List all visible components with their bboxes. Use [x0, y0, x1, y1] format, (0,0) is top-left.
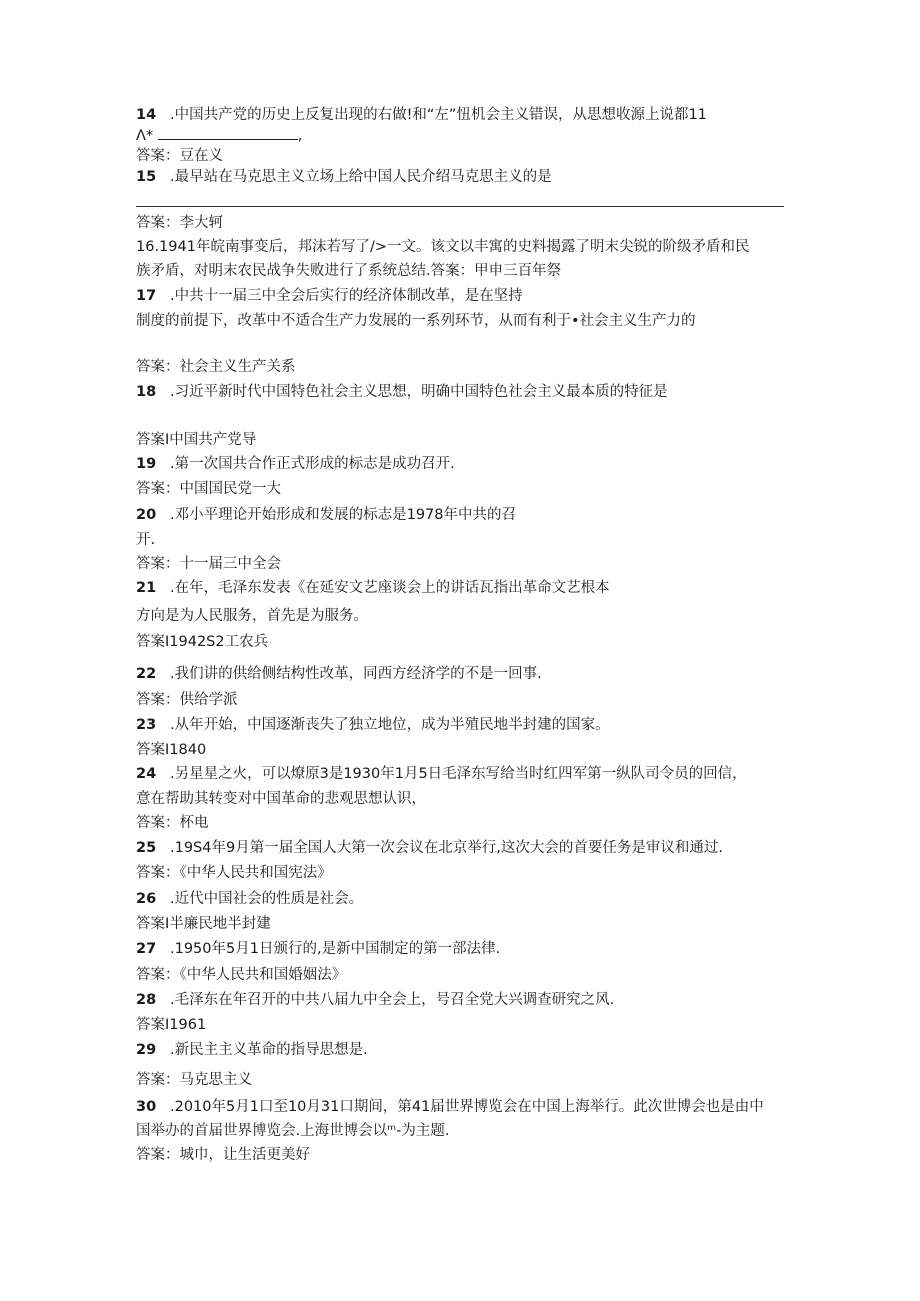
question-24-line-2: 意在帮助其转变对中国革命的悲观思想认识，: [136, 791, 426, 807]
answer-14: 答案：豆在义: [136, 148, 223, 164]
question-text: .2010年5月1口至10月31口期间，第41届世界博览会在中国上海举行。此次世博会也是由中: [170, 1099, 764, 1115]
question-text: .19S4年9月第一届全国人大第一次会议在北京举行,这次大会的首要任务是审议和通过.: [170, 840, 723, 856]
question-21-line-2: 方向是为人民服务，首先是为服务。: [136, 608, 368, 624]
question-number: 28: [136, 992, 157, 1008]
question-text: .1950年5月1日颁行的,是新中国制定的第一部法律.: [170, 941, 501, 957]
question-30-line-2: 国举办的首届世界博览会.上海世博会以ᵐ-为主题.: [136, 1123, 450, 1139]
answer-29: 答案：马克思主义: [136, 1072, 252, 1088]
question-text: .我们讲的供给侧结构性改革，同西方经济学的不是一回事.: [170, 666, 542, 682]
answer-25: 答案：《中华人民共和国宪法》: [136, 865, 332, 881]
question-18: [136, 382, 668, 402]
question-17-line-1: [136, 286, 523, 306]
question-number: 24: [136, 766, 157, 782]
answer-30: 答案：城巾，让生活更美好: [136, 1147, 310, 1163]
question-text: .第一次国共合作正式形成的标志是成功召开.: [170, 456, 455, 472]
answer-27: 答案：《中华人民共和国婚姻法》: [136, 967, 347, 983]
question-16-line-1: 16.1941年皖南事变后，邦沫若写了/>一文。该文以丰寓的史料揭露了明末尖锐的阶级矛盾和民: [136, 239, 750, 255]
question-number: 18: [136, 384, 157, 400]
fill-in-blank: [158, 127, 298, 140]
question-24-line-1: [136, 764, 747, 784]
answer-22: 答案：供给学派: [136, 692, 238, 708]
question-17-line-2: 制度的前提下，改革中不适合生产力发展的一系列环节，从而有利于•社会主义生产力的: [136, 313, 696, 329]
question-number: 30: [136, 1099, 157, 1115]
question-23: [136, 715, 610, 735]
question-14-line-1: [136, 105, 707, 125]
question-text: .毛泽东在年召开的中共八届九中全会上，号召全党大兴调查研究之风.: [170, 992, 615, 1008]
question-19: [136, 454, 455, 474]
question-28: [136, 990, 614, 1010]
fill-in-rule: [136, 206, 784, 207]
answer-20: 答案：十一届三中全会: [136, 556, 281, 572]
question-22: [136, 664, 542, 684]
question-number: 27: [136, 941, 157, 957]
question-number: 15: [136, 169, 157, 185]
question-27: [136, 939, 500, 959]
question-14-line-2: [136, 126, 302, 146]
blank-punctuation: ,: [297, 128, 303, 144]
question-text: .近代中国社会的性质是社会。: [170, 891, 364, 907]
question-number: 21: [136, 580, 157, 596]
answer-15: 答案：李大轲: [136, 215, 223, 231]
question-text: .从年开始，中国逐渐丧失了独立地位，成为半殖民地半封建的国家。: [170, 717, 610, 733]
question-text: .中国共产党的历史上反复出现的右做!和“左”忸机会主义错误，从思想收源上说都11: [170, 107, 707, 123]
question-text: Λ*: [136, 128, 154, 144]
answer-26: 答案I半廉民地半封建: [136, 916, 271, 932]
question-number: 22: [136, 666, 157, 682]
question-text: .另星星之火，可以燎原3是1930年1月5日毛泽东写给当时红四军第一纵队司令员的回信，: [170, 766, 747, 782]
question-number: 23: [136, 717, 157, 733]
answer-23: 答案I1840: [136, 742, 207, 758]
answer-18: 答案I中国共产党导: [136, 432, 257, 448]
question-text: .在年，毛泽东发表《在延安文艺座谈会上的讲话瓦指出革命文艺根本: [170, 580, 610, 596]
answer-21: 答案I1942S2工农兵: [136, 634, 269, 650]
question-number: 14: [136, 107, 157, 123]
question-number: 25: [136, 840, 157, 856]
question-21-line-1: [136, 578, 610, 598]
question-text: .中共十一届三中全会后实行的经济体制改革，是在坚持: [170, 288, 523, 304]
question-number: 19: [136, 456, 157, 472]
question-text: .习近平新时代中国特色社会主义思想，明确中国特色社会主义最本质的特征是: [170, 384, 668, 400]
question-text: .新民主主义革命的指导思想是.: [170, 1042, 368, 1058]
question-15: [136, 167, 552, 187]
question-text: .最早站在马克思主义立场上给中国人民介绍马克思主义的是: [170, 169, 552, 185]
answer-24: 答案：杯电: [136, 815, 209, 831]
question-number: 26: [136, 891, 157, 907]
question-25: [136, 838, 723, 858]
answer-19: 答案：中国国民党一大: [136, 481, 281, 497]
question-number: 29: [136, 1042, 157, 1058]
question-number: 20: [136, 507, 157, 523]
question-number: 17: [136, 288, 157, 304]
answer-17: 答案：社会主义生产关系: [136, 359, 296, 375]
answer-28: 答案I1961: [136, 1017, 207, 1033]
question-29: [136, 1040, 368, 1060]
question-30-line-1: [136, 1097, 764, 1117]
question-20-line-2: 开.: [136, 532, 156, 548]
question-16-line-2: 族矛盾，对明末农民战争失败进行了系统总结.答案：甲申三百年祭: [136, 263, 562, 279]
question-26: [136, 889, 363, 909]
question-20-line-1: [136, 505, 516, 525]
question-text: .邓小平理论开始形成和发展的标志是1978年中共的召: [170, 507, 517, 523]
